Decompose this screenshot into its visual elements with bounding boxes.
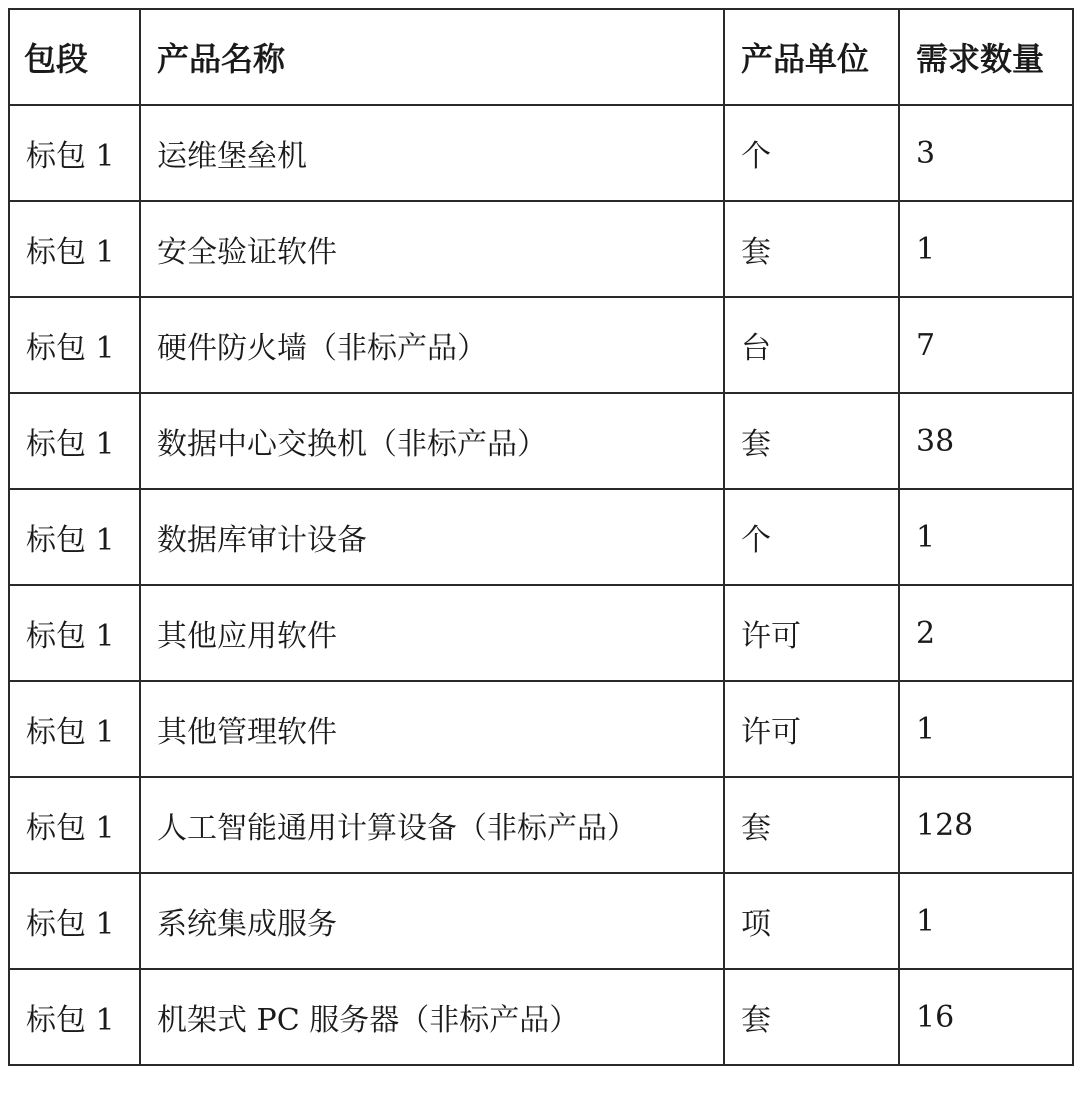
table-row [9,873,1073,969]
cell-package: 标包 1 [9,873,140,969]
cell-unit: 许可 [724,585,899,681]
table-row [9,201,1073,297]
cell-product-name: 运维堡垒机 [140,105,724,201]
cell-package: 标包 1 [9,681,140,777]
cell-package: 标包 1 [9,489,140,585]
cell-unit: 套 [724,777,899,873]
cell-product-name: 数据中心交换机（非标产品） [140,393,724,489]
cell-product-name: 系统集成服务 [140,873,724,969]
table-row [9,681,1073,777]
table-row [9,585,1073,681]
cell-package: 标包 1 [9,201,140,297]
cell-package: 标包 1 [9,105,140,201]
table-row [9,777,1073,873]
cell-quantity: 38 [899,393,1073,489]
cell-unit: 台 [724,297,899,393]
cell-quantity: 128 [899,777,1073,873]
cell-package: 标包 1 [9,969,140,1065]
cell-unit: 个 [724,105,899,201]
cell-unit: 套 [724,969,899,1065]
cell-product-name: 安全验证软件 [140,201,724,297]
cell-unit: 项 [724,873,899,969]
table-row [9,105,1073,201]
cell-quantity: 2 [899,585,1073,681]
cell-unit: 个 [724,489,899,585]
cell-unit: 套 [724,201,899,297]
table-row [9,489,1073,585]
cell-quantity: 16 [899,969,1073,1065]
cell-package: 标包 1 [9,777,140,873]
header-product-name: 产品名称 [140,9,724,105]
cell-unit: 许可 [724,681,899,777]
cell-product-name: 其他应用软件 [140,585,724,681]
cell-package: 标包 1 [9,393,140,489]
cell-quantity: 1 [899,681,1073,777]
table-row [9,969,1073,1065]
cell-product-name: 数据库审计设备 [140,489,724,585]
cell-product-name: 硬件防火墙（非标产品） [140,297,724,393]
cell-product-name: 机架式 PC 服务器（非标产品） [140,969,724,1065]
table-row [9,393,1073,489]
header-row [9,9,1073,105]
cell-unit: 套 [724,393,899,489]
cell-quantity: 7 [899,297,1073,393]
cell-quantity: 1 [899,201,1073,297]
cell-quantity: 3 [899,105,1073,201]
cell-product-name: 人工智能通用计算设备（非标产品） [140,777,724,873]
table-row [9,297,1073,393]
header-product-unit: 产品单位 [724,9,899,105]
cell-package: 标包 1 [9,585,140,681]
cell-quantity: 1 [899,873,1073,969]
procurement-table [8,8,1074,1066]
cell-product-name: 其他管理软件 [140,681,724,777]
cell-package: 标包 1 [9,297,140,393]
table-header [9,9,1073,105]
header-package: 包段 [9,9,140,105]
cell-quantity: 1 [899,489,1073,585]
table-body [9,105,1073,1065]
header-quantity: 需求数量 [899,9,1073,105]
